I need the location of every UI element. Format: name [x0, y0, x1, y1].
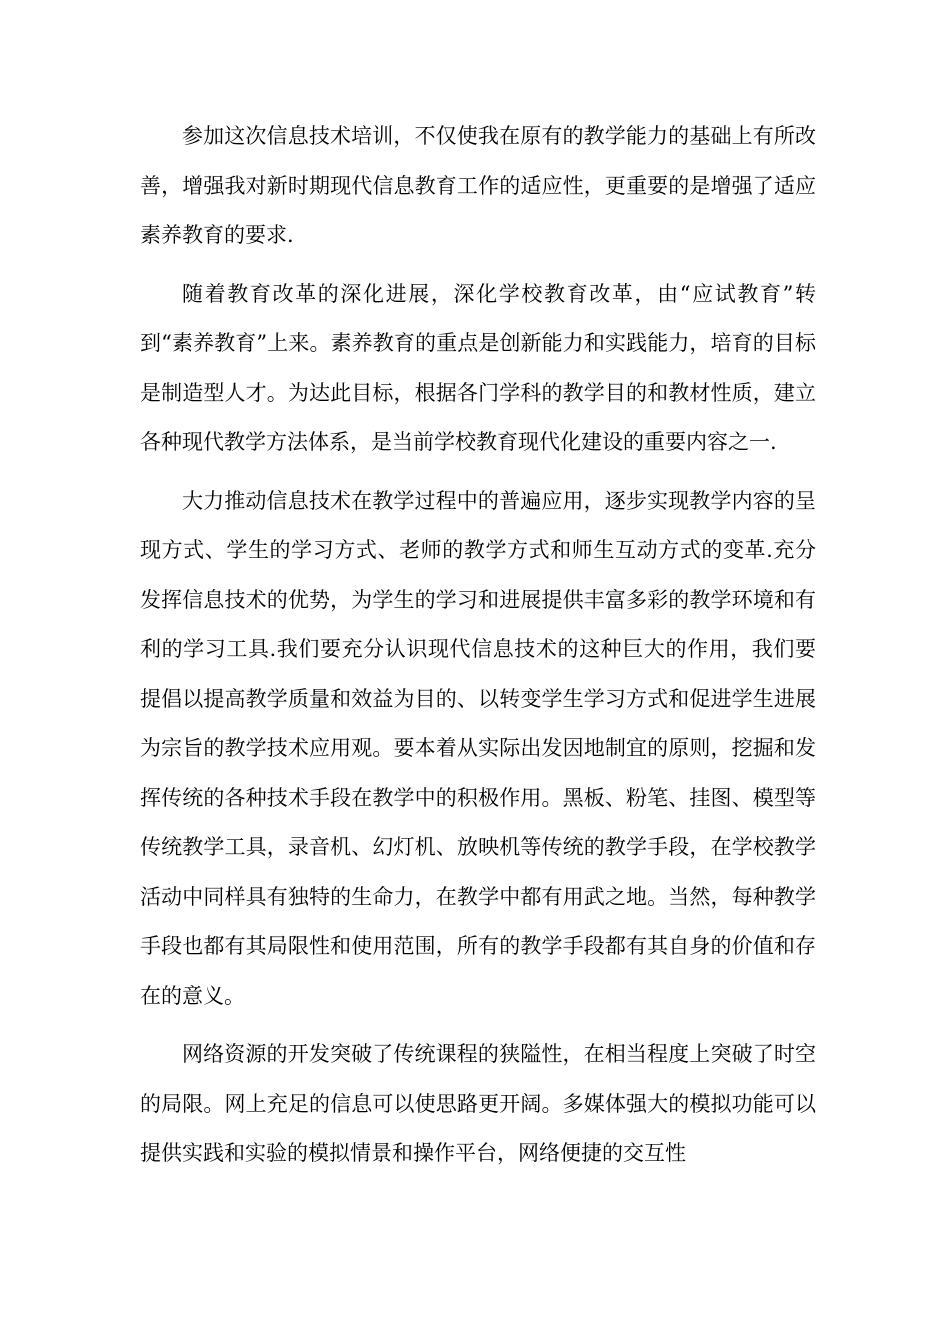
document-body [140, 112, 816, 1188]
paragraph-it-application: 大力推动信息技术在教学过程中的普遍应用，逐步实现教学内容的呈现方式、学生的学习方式、老师的教学方式和师生互动方式的变革.充分发挥信息技术的优势，为学生的学习和进展提供丰富多彩的教学环境和有利的学习工具.我们要充分认识现代信息技术的这种巨大的作用，我们要提倡以提高教学质量和效益为目的、以转变学生学习方式和促进学生进展为宗旨的教学技术应用观。要本着从实际出发因地制宜的原则，挖掘和发挥传统的各种技术手段在教学中的积极作用。黑板、粉笔、挂图、模型等传统教学工具，录音机、幻灯机、放映机等传统的教学手段，在学校教学活动中同样具有独特的生命力，在教学中都有用武之地。当然，每种教学手段也都有其局限性和使用范围，所有的教学手段都有其自身的价值和存在的意义。 [140, 488, 816, 1008]
paragraph-network-resources: 网络资源的开发突破了传统课程的狭隘性，在相当程度上突破了时空的局限。网上充足的信息可以使思路更开阔。多媒体强大的模拟功能可以提供实践和实验的模拟情景和操作平台，网络便捷的交互性 [140, 1042, 816, 1165]
paragraph-education-reform: 随着教育改革的深化进展，深化学校教育改革，由“应试教育”转到“素养教育”上来。素养教育的重点是创新能力和实践能力，培育的目标是制造型人才。为达此目标，根据各门学科的教学目的和教材性质，建立各种现代教学方法体系，是当前学校教育现代化建设的重要内容之一. [140, 281, 816, 454]
paragraph-training-reflection: 参加这次信息技术培训，不仅使我在原有的教学能力的基础上有所改善，增强我对新时期现代信息教育工作的适应性，更重要的是增强了适应素养教育的要求. [140, 124, 816, 247]
